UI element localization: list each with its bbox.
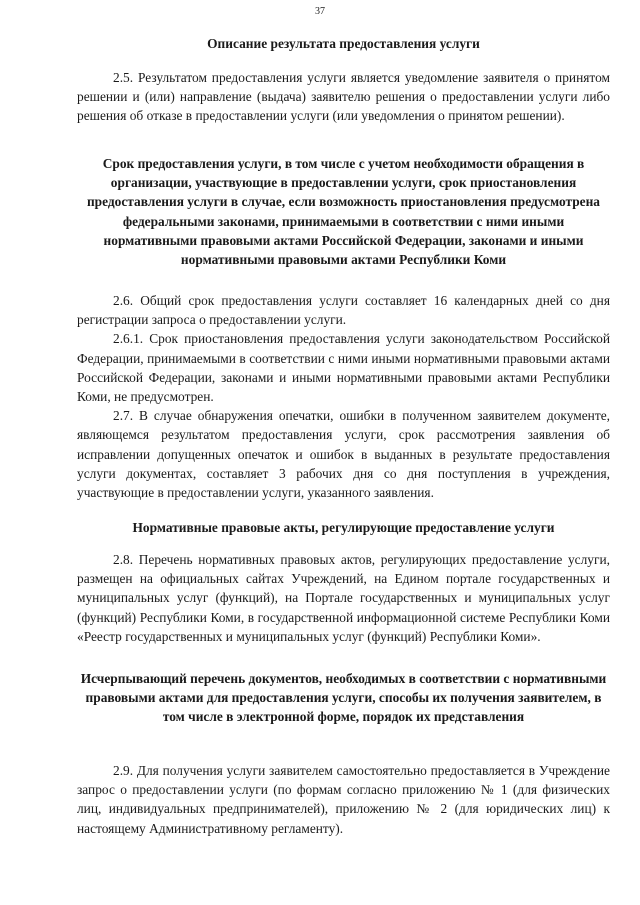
section-heading-legal-acts: Нормативные правовые акты, регулирующие предоставление услуги	[132, 520, 555, 535]
paragraph-2-5: 2.5. Результатом предоставления услуги является уведомление заявителя о принятом решении и (или) направление (выдача) заявителю решения о предоставлении услуги либо решения об отказе в предоставлении услуги (или уведомления о принятом решении).	[77, 70, 610, 124]
section-body-legal-acts	[77, 550, 610, 646]
paragraph-2-8: 2.8. Перечень нормативных правовых актов, регулирующих предоставление услуги, размещен на официальных сайтах Учреждений, на Едином портале государственных и муниципальных услуг (функций), на Портале государственных и муниципальных услуг (функций) Республики Коми, в государственной информационной системе Республики Коми «Реестр государственных и муниципальных услуг (функций) Республики Коми».	[77, 552, 610, 644]
section-heading-documents: Исчерпывающий перечень документов, необходимых в соответствии с нормативными правовыми актами для предоставления услуги, способы их получения заявителем, в том числе в электронной форме, порядок их представления	[80, 671, 607, 725]
page-number: 37	[315, 6, 325, 17]
section-body-documents	[77, 761, 610, 838]
paragraph-2-6-1: 2.6.1. Срок приостановления предоставления услуги законодательством Российской Федерации, принимаемыми в соответствии с ними иными нормативными правовыми актами Российской Федерации, законами и иными нормативными правовыми актами Республики Коми, не предусмотрен.	[77, 331, 610, 405]
section-heading-term: Срок предоставления услуги, в том числе с учетом необходимости обращения в организации, участвующие в предоставлении услуги, срок приостановления предоставления услуги в случае, если возможность приостановления предусмотрена федеральными законами, принимаемыми в соответствии с ними иными нормативными правовыми актами Российской Федерации, законами и иными нормативными правовыми актами Республики Коми	[86, 156, 601, 268]
paragraph-2-7: 2.7. В случае обнаружения опечатки, ошибки в полученном заявителем документе, являющемся результатом предоставления услуги, срок рассмотрения заявления об исправлении допущенных опечаток и ошибок в выданных в результате предоставления услуги документах, составляет 3 рабочих дня со дня поступления в учреждения, участвующие в предоставлении услуги, указанного заявления.	[77, 408, 610, 501]
section-heading-result: Описание результата предоставления услуги	[207, 36, 480, 51]
section-body-result	[77, 68, 610, 126]
paragraph-2-6: 2.6. Общий срок предоставления услуги составляет 16 календарных дней со дня регистрации запроса о предоставлении услуги.	[77, 293, 610, 328]
paragraph-2-9: 2.9. Для получения услуги заявителем самостоятельно предоставляется в Учреждение запрос о предоставлении услуги (по формам согласно приложению № 1 (для физических лиц, индивидуальных предпринимателей), приложению № 2 (для юридических лиц) к настоящему Административному регламенту).	[77, 763, 610, 836]
section-body-term	[77, 291, 610, 502]
